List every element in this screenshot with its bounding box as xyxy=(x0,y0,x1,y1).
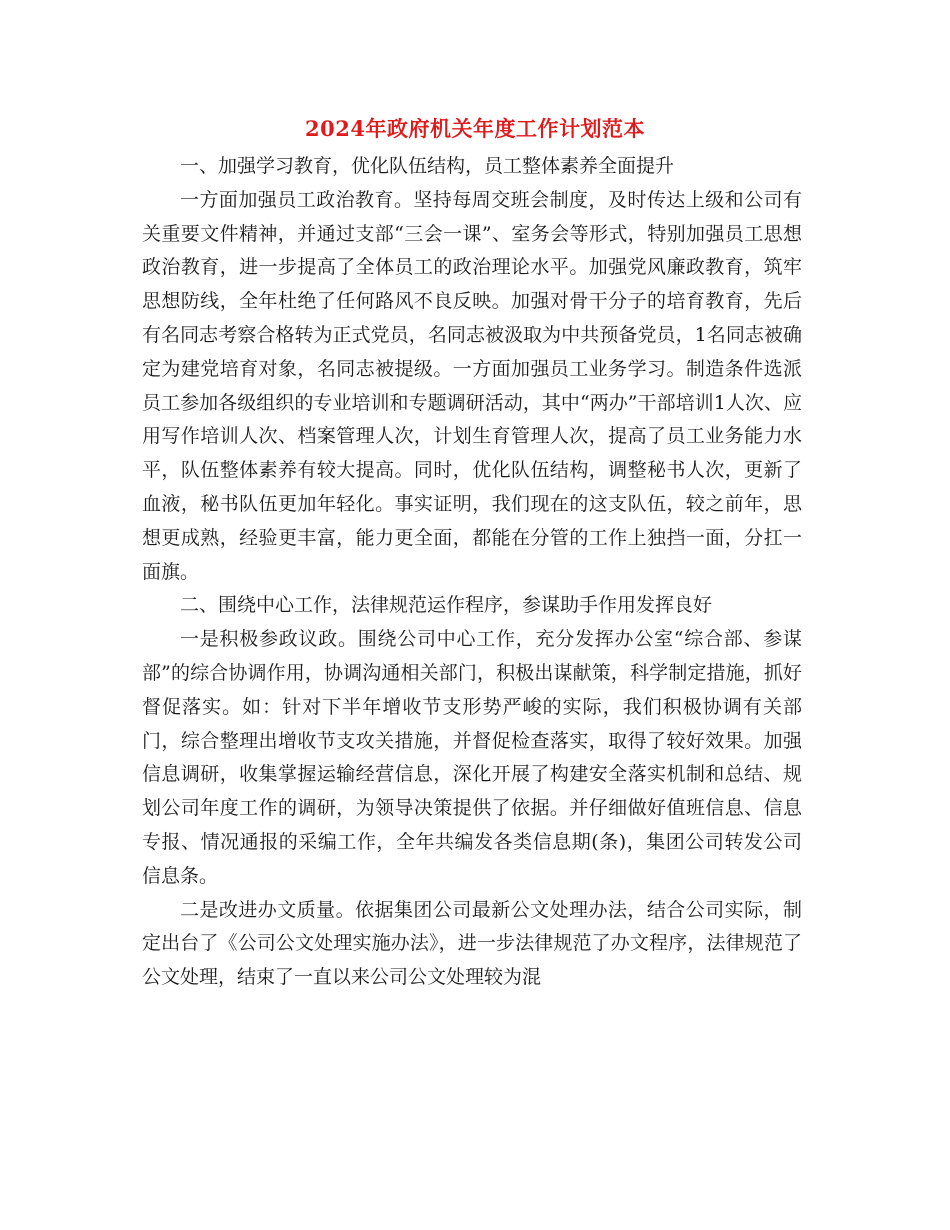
section-heading-2: 二、围绕中心工作，法律规范运作程序，参谋助手作用发挥良好 xyxy=(180,594,713,617)
section-heading-1: 一、加强学习教育，优化队伍结构，员工整体素养全面提升 xyxy=(180,155,675,177)
body-paragraph: 一是积极参政议政。围绕公司中心工作，充分发挥办公室“综合部、参谋部”的综合协调作用，协调沟通相关部门，积极出谋献策，科学制定措施，抓好督促落实。如：针对下半年增收节支形势严峻的实际，我们积极协调有关部门，综合整理出增收节支攻关措施，并督促检查落实，取得了较好效果。加强信息调研，收集掌握运输经营信息，深化开展了构建安全落实机制和总结、规划公司年度工作的调研，为领导决策提供了依据。并仔细做好值班信息、信息专报、情况通报的采编工作，全年共编发各类信息期(条)，集团公司转发公司信息条。 xyxy=(142,628,802,887)
document-body xyxy=(142,150,802,995)
body-paragraph: 二是改进办文质量。依据集团公司最新公文处理办法，结合公司实际，制定出台了《公司公文处理实施办法》，进一步法律规范了办文程序，法律规范了公文处理，结束了一直以来公司公文处理较为混 xyxy=(142,898,802,989)
body-paragraph: 一方面加强员工政治教育。坚持每周交班会制度，及时传达上级和公司有关重要文件精神，并通过支部“三会一课”、室务会等形式，特别加强员工思想政治教育，进一步提高了全体员工的政治理论水平。加强党风廉政教育，筑牢思想防线，全年杜绝了任何路风不良反映。加强对骨干分子的培育教育，先后有名同志考察合格转为正式党员，名同志被汲取为中共预备党员，1名同志被确定为建党培育对象，名同志被提级。一方面加强员工业务学习。制造条件选派员工参加各级组织的专业培训和专题调研活动，其中“两办”干部培训1人次、应用写作培训人次、档案管理人次，计划生育管理人次，提高了员工业务能力水平，队伍整体素养有较大提高。同时，优化队伍结构，调整秘书人次，更新了血液，秘书队伍更加年轻化。事实证明，我们现在的这支队伍，较之前年，思想更成熟，经验更丰富，能力更全面，都能在分管的工作上独挡一面，分扛一面旗。 xyxy=(142,188,802,583)
document-title: 2024年政府机关年度工作计划范本 xyxy=(305,116,645,141)
